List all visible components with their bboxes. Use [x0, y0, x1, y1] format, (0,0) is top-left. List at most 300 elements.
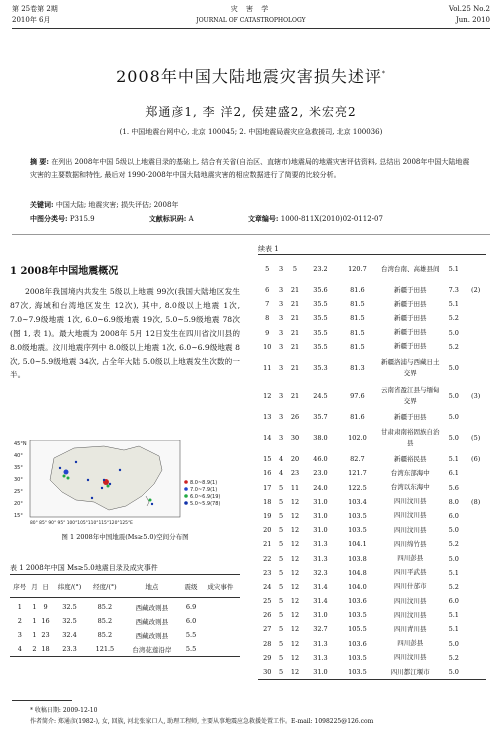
table-cell: 5.0 — [448, 363, 459, 372]
table-cell — [465, 326, 486, 340]
table-cell: 西藏改则县 — [135, 631, 169, 640]
epicenter-5 — [119, 469, 121, 471]
table-cell — [201, 598, 240, 615]
table-cell: 121.7 — [348, 469, 367, 478]
table-cell — [465, 410, 486, 424]
table-cell: 120.7 — [337, 255, 379, 284]
table-row — [10, 614, 240, 628]
table-cell: 云南省盈江县与缅甸交界 — [380, 385, 440, 405]
table-cell: 26 — [290, 413, 300, 422]
table-cell: 103.8 — [348, 554, 367, 563]
journal-name-cn: 灾 害 学 — [230, 5, 272, 13]
table-cell: 7.3 — [448, 286, 459, 295]
table-cell: 23.2 — [304, 255, 336, 284]
table-cell: 30 — [290, 434, 300, 443]
table-cell: 31.0 — [304, 665, 336, 680]
epicenter-5 — [59, 467, 61, 469]
table-cell — [465, 311, 486, 325]
author-bio: 作者简介: 郑通彦(1982-), 女, 回族, 河北张家口人, 助理工程师, 主要从事地震应急救援处置工作。E-mail: 1098225@126.com — [30, 718, 374, 725]
table-cell — [465, 340, 486, 354]
table-cell: 31.4 — [313, 597, 328, 606]
table-cell: 23.0 — [313, 469, 328, 478]
table-body — [10, 598, 240, 657]
lat-label: 25° — [14, 489, 23, 495]
table-cell: 12 — [290, 639, 300, 648]
clc-label: 中图分类号: — [30, 214, 68, 223]
table-cell: 12 — [290, 582, 300, 591]
table-cell: 12 — [290, 497, 300, 506]
table-row — [258, 594, 486, 608]
column-header: 月 — [30, 575, 40, 598]
table-cell: 2 — [30, 642, 40, 657]
title-mark: * — [381, 70, 386, 78]
table-cell: 四川汶川县 — [393, 497, 427, 506]
table-row — [258, 551, 486, 565]
table-cell: 31.4 — [313, 582, 328, 591]
table-cell: 103.6 — [348, 639, 367, 648]
table-cell: 新疆于田县 — [393, 285, 427, 294]
table-cell: 新疆于田县 — [393, 328, 427, 337]
table-cell: 103.5 — [348, 511, 367, 520]
table-cell: 4 — [279, 455, 284, 464]
table-cell: 四川什邡市 — [393, 582, 427, 591]
journal-name-en: JOURNAL OF CATASTROPHOLOGY — [196, 17, 306, 24]
abstract-label: 摘 要: — [30, 157, 50, 166]
table-cell: 23 — [41, 631, 50, 639]
table-row — [258, 354, 486, 382]
table-cell: 四川都江堰市 — [378, 665, 442, 680]
table-cell: 新疆于田县 — [393, 313, 427, 322]
lat-label: 35° — [14, 465, 23, 471]
table-cell: 7 — [265, 300, 270, 309]
table-cell: 甘肃肃南裕固族自治县 — [380, 428, 440, 448]
table-cell: 122.5 — [348, 483, 367, 492]
table-cell: 23 — [290, 469, 300, 478]
keywords-label: 关键词: — [30, 200, 54, 209]
epicenter-5 — [75, 461, 77, 463]
table-cell: 四川汶川县 — [393, 525, 427, 534]
table-cell: 104.1 — [348, 540, 367, 549]
table-cell: 12 — [290, 540, 300, 549]
table-cell: 81.5 — [350, 342, 365, 351]
table-cell: 18 — [263, 497, 272, 506]
table-cell: 5 — [279, 625, 284, 634]
table-cell: 4 — [10, 642, 30, 657]
table-cell: 5 — [277, 665, 286, 680]
table-cell: 32.5 — [62, 603, 77, 611]
table-cell: (2) — [471, 286, 481, 295]
table-cell: 5 — [279, 554, 284, 563]
table-cell: 27 — [263, 625, 272, 634]
table-cell: 12 — [290, 568, 300, 577]
legend-swatch-6 — [184, 494, 188, 498]
table-cell: 新疆于田县 — [393, 412, 427, 421]
table-row — [258, 382, 486, 410]
table-cell: 81.5 — [350, 328, 365, 337]
longitude-labels: 80° 85° 90° 95° 100°105°110°115°120°125°E — [30, 521, 133, 525]
table-cell: 5 — [279, 597, 284, 606]
doc-label: 文献标识码: — [148, 214, 187, 223]
legend-swatch-8 — [184, 480, 188, 484]
running-header — [0, 0, 502, 30]
table-cell — [465, 509, 486, 523]
table-cell: 四川青川县 — [393, 624, 427, 633]
table-cell: 12 — [290, 653, 300, 662]
table-cell: 23.3 — [52, 642, 87, 657]
table-cell: 5.0 — [448, 391, 459, 400]
table-cell: 四川绵竹县 — [393, 539, 427, 548]
art-value: 1000-811X(2010)02-0112-07 — [280, 215, 383, 223]
table-cell: 台湾东部海中 — [390, 468, 430, 477]
footnote-rule — [12, 700, 72, 701]
table-header-row — [10, 575, 240, 598]
table-cell: 35.7 — [313, 413, 328, 422]
table-cell: 台湾以东海中 — [390, 483, 430, 492]
table-row — [10, 628, 240, 642]
table-row — [258, 523, 486, 537]
table-cell: 5 — [279, 639, 284, 648]
table-cell: 20 — [263, 526, 272, 535]
doc-value: A — [188, 215, 194, 223]
table-cell: 3 — [17, 631, 22, 639]
table-cell: 5.0 — [442, 665, 465, 680]
table-cell: 5.1 — [448, 625, 459, 634]
table-cell: 5.2 — [448, 582, 459, 591]
table-cell — [465, 551, 486, 565]
table-row — [258, 452, 486, 466]
table-cell: 19 — [263, 511, 272, 520]
table-cell: 四川汶川县 — [393, 653, 427, 662]
table-cell: 20 — [290, 455, 300, 464]
table-cell: 6.0 — [448, 511, 459, 520]
table-caption: 表 1 2008年中国 Ms≥5.0地震目录及成灾事件 — [10, 564, 158, 572]
epicenter-5 — [87, 479, 89, 481]
table-cell: 四川彭县 — [397, 639, 424, 648]
epicenter-6 — [67, 477, 70, 480]
table-cell: 3 — [279, 391, 284, 400]
table-cell: 5.5 — [185, 631, 197, 639]
table-cell: 四川汶川县 — [393, 610, 427, 619]
table-cell: 21 — [263, 540, 272, 549]
table-cell: 35.6 — [313, 286, 328, 295]
table-cell: 3 — [279, 286, 284, 295]
table-cell: 25 — [263, 597, 272, 606]
lat-label: 20° — [14, 501, 23, 507]
table-cell — [465, 665, 486, 680]
table-cell: 8.0 — [448, 497, 459, 506]
table-cell: 四川汶川县 — [393, 596, 427, 605]
table-cell: 21 — [290, 328, 300, 337]
table-cell: 21 — [290, 391, 300, 400]
lat-label: 45°N — [14, 441, 27, 447]
table-cell: 6.1 — [448, 469, 459, 478]
table-cell: 5 — [258, 255, 277, 284]
table-cell: 5.0 — [448, 526, 459, 535]
table-cell: 5 — [279, 582, 284, 591]
keywords — [30, 200, 472, 210]
table-row — [258, 410, 486, 424]
table-cell: 5 — [279, 611, 284, 620]
table-cell: 6.9 — [185, 603, 197, 611]
table-cell: 35.5 — [313, 314, 328, 323]
table-cell: 5.0 — [448, 639, 459, 648]
column-header: 地点 — [123, 575, 182, 598]
table-cell: 5 — [279, 483, 284, 492]
table-cell: 32.7 — [313, 625, 328, 634]
table-cell: 3 — [279, 328, 284, 337]
table-cell: 3 — [279, 434, 284, 443]
table-cell: 30 — [258, 665, 277, 680]
table-cell: 81.3 — [350, 363, 365, 372]
table-cell: 81.5 — [350, 314, 365, 323]
table-cell: 台湾台南、高雄县间 — [378, 255, 442, 284]
table-cell: 西藏改则县 — [135, 617, 169, 626]
table-cell: 32.5 — [62, 617, 77, 625]
table-cell: 12 — [290, 526, 300, 535]
title-text: 2008年中国大陆地震灾害损失述评 — [116, 67, 382, 86]
table-cell: 5.0 — [448, 434, 459, 443]
table-cell: 38.0 — [313, 434, 328, 443]
table-cell: 4 — [279, 469, 284, 478]
table-row — [258, 340, 486, 354]
table-row — [258, 481, 486, 495]
table-cell: 11 — [263, 363, 272, 372]
table-cell: 新疆于田县 — [393, 299, 427, 308]
table-cell — [465, 637, 486, 651]
table-cell: 5.1 — [448, 611, 459, 620]
table-cell: 新疆洛浦与西藏日土交界 — [380, 357, 440, 377]
table-cell — [465, 608, 486, 622]
table-cell: 31.3 — [313, 653, 328, 662]
table-cell: 3 — [279, 314, 284, 323]
table-cell: 81.6 — [350, 413, 365, 422]
table-cell: 台湾花莲沿岸 — [123, 642, 182, 657]
table-row — [258, 566, 486, 580]
table-cell: 85.2 — [97, 603, 113, 611]
table-cell: 31.3 — [313, 554, 328, 563]
table-cell: 四川彭县 — [397, 554, 424, 563]
table-cell: 5.1 — [442, 255, 465, 284]
epicenter-5 — [101, 487, 103, 489]
table-cell: 西藏改则县 — [135, 603, 169, 612]
affiliation: (1. 中国地震台网中心, 北京 100045; 2. 中国地震局震灾应急救援司, 北京 100036) — [119, 128, 383, 136]
section-body — [10, 285, 240, 382]
table-row — [258, 580, 486, 594]
table-cell: 5.0 — [448, 413, 459, 422]
table-cell: 6.0 — [448, 597, 459, 606]
epicenter-5 — [151, 503, 153, 505]
table-row — [258, 665, 486, 680]
table-cell: 3 — [279, 363, 284, 372]
table-cell — [201, 614, 240, 628]
table-cell: 12 — [290, 597, 300, 606]
table-cell: 14 — [263, 434, 272, 443]
table-cell: 5 — [279, 568, 284, 577]
table-cell: 21 — [290, 363, 300, 372]
table-row — [258, 255, 486, 284]
table-cell: 5.5 — [181, 642, 201, 657]
clc-value: P315.9 — [69, 215, 95, 223]
article-number — [248, 215, 409, 223]
footnote — [30, 705, 373, 727]
table-cell: 12 — [290, 611, 300, 620]
table-cell: 103.5 — [337, 665, 379, 680]
epicenter-6 — [107, 485, 110, 488]
table-cell: 31.0 — [313, 526, 328, 535]
epicenter-5 — [103, 479, 105, 481]
table-cell: 26 — [263, 611, 272, 620]
table-row — [258, 466, 486, 480]
abstract-text: 在列出 2008年中国 5级以上地震目录的基础上, 结合有关省(自治区、直辖市)地震局的地震灾害评估资料, 总结出 2008年中国大陆地震灾害的主要数据和特性, 最后对 1990-2008年中国大陆地震灾害的相应数据进行了简要的比较分析。 — [30, 158, 470, 179]
table-cell: 2 — [17, 617, 22, 625]
table-cell — [465, 255, 486, 284]
table-cell: 5.1 — [448, 300, 459, 309]
table-cell: 12 — [263, 391, 272, 400]
table-row — [258, 297, 486, 311]
table-cell: 82.7 — [350, 455, 365, 464]
abstract-rule — [12, 234, 490, 235]
column-header: 纬度/(°) — [52, 575, 87, 598]
table-continued-body — [258, 255, 486, 680]
column-header: 序号 — [10, 575, 30, 598]
date-en: Jun. 2010 — [455, 16, 490, 24]
table-cell: 24.5 — [313, 391, 328, 400]
table-cell — [465, 594, 486, 608]
table-cell: 103.5 — [348, 526, 367, 535]
legend-label: 7.0~7.9(1) — [190, 487, 218, 493]
table-cell: 46.0 — [313, 455, 328, 464]
table-cell — [465, 651, 486, 665]
table-cell: 5 — [279, 653, 284, 662]
table-cell — [201, 628, 240, 642]
table-cell: 23 — [263, 568, 272, 577]
table-cell: 新疆于田县 — [393, 342, 427, 351]
table-cell: 6 — [265, 286, 270, 295]
table-cell: 5.2 — [448, 314, 459, 323]
table-cell: 5.2 — [448, 653, 459, 662]
authors: 郑通彦1, 李 洋2, 侯建盛2, 米宏亮2 — [145, 105, 357, 119]
table-cell: 16 — [41, 617, 50, 625]
legend-swatch-5 — [184, 501, 188, 505]
volume-en: Vol.25 No.2 — [448, 5, 490, 13]
table-cell: 103.6 — [348, 597, 367, 606]
table-cell — [465, 566, 486, 580]
table-cell: 10 — [263, 342, 272, 351]
lat-label: 40° — [14, 453, 23, 459]
table-cell: 32.4 — [62, 631, 77, 639]
column-header: 震级 — [181, 575, 201, 598]
table-cell: 105.5 — [348, 625, 367, 634]
table-cell: 5 — [279, 511, 284, 520]
column-header: 经度/(°) — [87, 575, 122, 598]
table-cell: 9 — [43, 603, 48, 611]
table-cell: 5 — [279, 497, 284, 506]
paper-title — [0, 64, 502, 87]
section-body-text: 2008年我国境内共发生 5级以上地震 99次(我国大陆地区发生 87次, 海域和台湾地区发生 12次), 其中, 8.0级以上地震 1次, 7.0~7.9级地震 1次, 6.0~6.9级地震 19次, 5.0~5.9级地震 78次(图 1, 表 1)。最大地震为 2008年 5月 12日发生在四川省汶川县的 8.0级地震。汶川地震序列中 8.0级以上地震 1次, 6.0~6.9级地震 8次, 5.0~5.9级地震 34次, 占全年大陆 5.0级以上地震发生次数的一半。 — [10, 287, 240, 380]
table-cell: 15 — [263, 455, 272, 464]
table-row — [258, 424, 486, 452]
keywords-text: 中国大陆; 地震灾害; 损失评估; 2008年 — [55, 201, 179, 209]
table-cell: 6.0 — [185, 617, 197, 625]
table-cell: 35.5 — [313, 342, 328, 351]
header-center — [0, 4, 502, 26]
table-cell: 18 — [39, 642, 51, 657]
table-cell: 31.0 — [313, 511, 328, 520]
epicenter-6 — [149, 499, 152, 502]
table-cell: 9 — [265, 328, 270, 337]
table-cell — [465, 537, 486, 551]
table-cell: 24 — [263, 582, 272, 591]
header-right — [449, 4, 490, 26]
abstract — [30, 156, 472, 181]
table-cell: 5.2 — [448, 342, 459, 351]
table-cell: 3 — [279, 300, 284, 309]
table-cell: 103.4 — [348, 497, 367, 506]
table-cell: 103.5 — [348, 611, 367, 620]
table-cell: 31.3 — [313, 639, 328, 648]
table-cell: 5.6 — [448, 483, 459, 492]
epicenter-5 — [109, 483, 111, 485]
table-cell: 5.1 — [448, 568, 459, 577]
table-cell: 1 — [17, 603, 22, 611]
table-row — [10, 642, 240, 657]
lat-label: 15° — [14, 513, 23, 519]
table-row — [258, 537, 486, 551]
table-row — [258, 622, 486, 636]
table-cell: 85.2 — [97, 631, 113, 639]
table-cell — [465, 297, 486, 311]
epicenter-6 — [63, 475, 66, 478]
table-cell: (3) — [471, 391, 481, 400]
table-cell: 21 — [290, 314, 300, 323]
table-row — [258, 509, 486, 523]
table-cell: 12 — [290, 554, 300, 563]
table-cell: 5.1 — [448, 455, 459, 464]
figure-caption: 图 1 2008年中国地震(Ms≥5.0)空间分布图 — [61, 533, 189, 541]
table-cell: 3 — [277, 255, 286, 284]
table-cell: (8) — [471, 497, 481, 506]
table-cell: 5.0 — [448, 328, 459, 337]
epicenter-7 — [64, 470, 69, 475]
table-cell: 1 — [32, 617, 37, 625]
table-cell — [465, 481, 486, 495]
table-cell: 104.0 — [348, 582, 367, 591]
table-cell — [465, 580, 486, 594]
table-cell — [465, 622, 486, 636]
header-rule — [12, 28, 490, 29]
table-cell: 1 — [32, 631, 37, 639]
table-cell: 85.2 — [97, 617, 113, 625]
table-row — [258, 495, 486, 509]
table-cell: 新疆裕民县 — [393, 454, 427, 463]
table-cell: 21 — [290, 286, 300, 295]
table-cell: 12 — [286, 665, 305, 680]
table-cell: 5.0 — [448, 554, 459, 563]
table-cell: 13 — [263, 413, 272, 422]
table-cell: (5) — [471, 434, 481, 443]
table-cell — [465, 466, 486, 480]
earthquake-table — [10, 574, 240, 657]
earthquake-table-continued — [258, 254, 486, 680]
volume-cn: 第 25卷第 2期 — [12, 5, 58, 13]
table-cell: 22 — [263, 554, 272, 563]
table-cell: 17 — [263, 483, 272, 492]
table-row — [258, 637, 486, 651]
table-cell: 5.2 — [448, 540, 459, 549]
table-cell: 97.6 — [350, 391, 365, 400]
legend-label: 8.0~8.9(1) — [190, 480, 218, 486]
table-cell: 102.0 — [348, 434, 367, 443]
